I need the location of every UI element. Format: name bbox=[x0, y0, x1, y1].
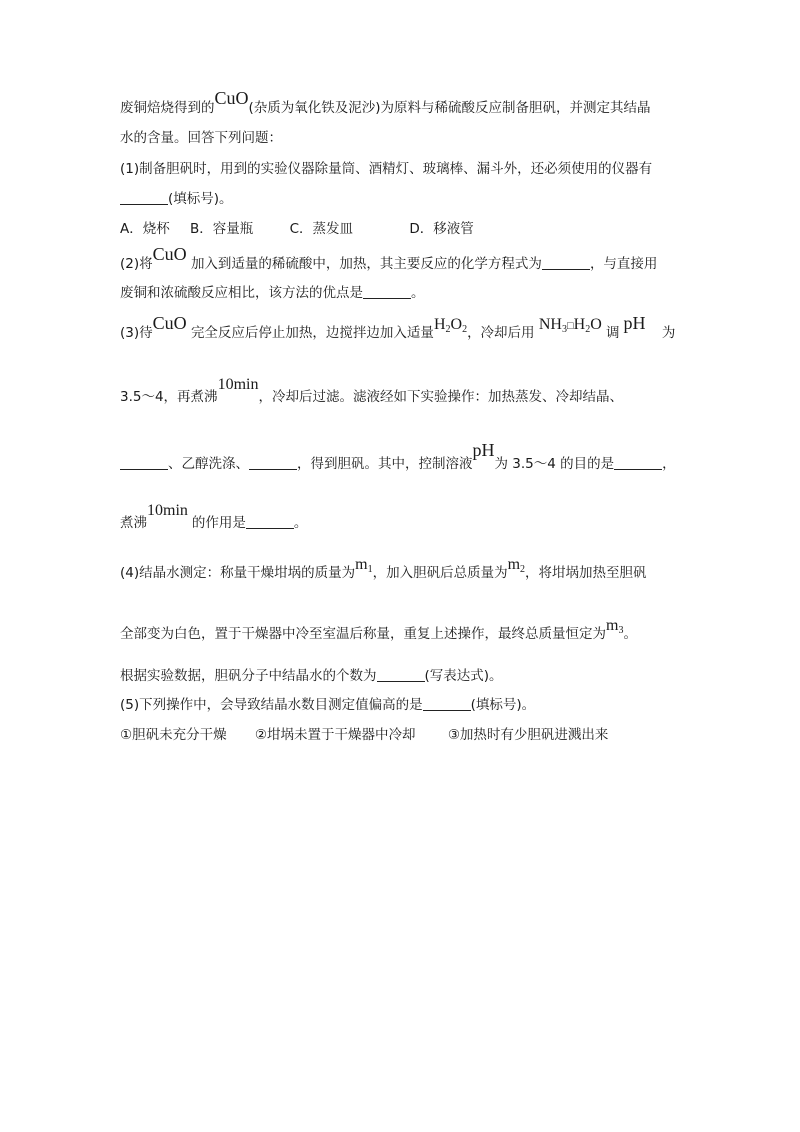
q3-text: 3.5～4，再煮沸 bbox=[120, 389, 218, 405]
answer-blank[interactable] bbox=[246, 516, 294, 529]
option-d: D．移液管 bbox=[409, 221, 474, 237]
answer-blank[interactable] bbox=[377, 669, 425, 682]
answer-blank[interactable] bbox=[423, 698, 471, 711]
q3-text: 调 bbox=[606, 325, 620, 341]
q5-text: (填标号)。 bbox=[470, 697, 536, 713]
q5-line-1 bbox=[120, 696, 535, 714]
q1-options bbox=[120, 220, 474, 238]
formula-cuo: CuO bbox=[214, 88, 249, 108]
answer-blank[interactable] bbox=[120, 457, 168, 470]
formula-m1: $m_1$ bbox=[355, 556, 373, 575]
q2-text: 。 bbox=[411, 285, 425, 301]
q3-text: 为 bbox=[661, 325, 676, 341]
answer-blank[interactable] bbox=[249, 457, 297, 470]
q3-text: (3)待 bbox=[120, 325, 153, 341]
formula-m3: $m_3$ bbox=[606, 617, 624, 636]
intro-text: (杂质为氧化铁及泥沙)为原料与稀硫酸反应制备胆矾，并测定其结晶 bbox=[248, 100, 651, 116]
formula-cuo: CuO bbox=[152, 313, 187, 333]
q3-line-4 bbox=[120, 502, 308, 532]
q3-text: ， bbox=[662, 456, 676, 472]
answer-blank[interactable] bbox=[614, 457, 662, 470]
q3-text: 。 bbox=[293, 515, 308, 531]
q2-text: ，与直接用 bbox=[589, 256, 658, 272]
option-1: ①胆矾未充分干燥 bbox=[120, 727, 227, 743]
q3-text: 、乙醇洗涤、 bbox=[168, 456, 249, 472]
q2-text: (2)将 bbox=[120, 256, 153, 272]
q4-text: (写表达式)。 bbox=[424, 668, 503, 684]
answer-blank[interactable] bbox=[120, 192, 168, 205]
answer-blank[interactable] bbox=[542, 257, 590, 270]
q2-text: 加入到适量的稀硫酸中，加热，其主要反应的化学方程式为 bbox=[190, 256, 542, 272]
answer-blank[interactable] bbox=[363, 286, 411, 299]
q3-text: 的作用是 bbox=[191, 515, 246, 531]
q4-text: 。 bbox=[623, 626, 637, 642]
option-b: B．容量瓶 bbox=[190, 221, 254, 237]
q4-line-3 bbox=[120, 667, 503, 685]
formula-ph: pH bbox=[472, 440, 495, 460]
formula-10min: 10min bbox=[217, 376, 259, 393]
q3-text: ，得到胆矾。其中，控制溶液 bbox=[297, 456, 473, 472]
q4-text: ，将坩埚加热至胆矾 bbox=[525, 565, 647, 581]
q3-text: 为 3.5～4 的目的是 bbox=[494, 456, 615, 472]
q4-text: 根据实验数据，胆矾分子中结晶水的个数为 bbox=[120, 668, 377, 684]
q4-text: (4)结晶水测定：称量干燥坩埚的质量为 bbox=[120, 565, 356, 581]
q3-line-2 bbox=[120, 376, 623, 406]
formula-nh3-h2o: $NH_3□H_2O$ bbox=[538, 316, 602, 335]
q5-options bbox=[120, 726, 608, 744]
formula-10min: 10min bbox=[147, 502, 188, 519]
q3-line-3 bbox=[120, 440, 676, 473]
formula-cuo: CuO bbox=[152, 244, 187, 264]
q2-line-1 bbox=[120, 244, 658, 273]
q4-line-2 bbox=[120, 617, 637, 648]
q3-text: ，冷却后过滤。滤液经如下实验操作：加热蒸发、冷却结晶、 bbox=[258, 389, 623, 405]
option-a: A．烧杯 bbox=[120, 221, 170, 237]
q3-text: 煮沸 bbox=[120, 515, 147, 531]
q1-line-1: (1)制备胆矾时，用到的实验仪器除量筒、酒精灯、玻璃棒、漏斗外，还必须使用的仪器有 bbox=[120, 161, 653, 177]
q5-text: (5)下列操作中，会导致结晶水数目测定值偏高的是 bbox=[120, 697, 423, 713]
option-c: C．蒸发皿 bbox=[289, 221, 354, 237]
q1-line-2 bbox=[120, 190, 233, 208]
formula-h2o2: $H_2O_2$ bbox=[433, 316, 468, 335]
q2-text: 废铜和浓硫酸反应相比，该方法的优点是 bbox=[120, 285, 363, 301]
q2-line-2 bbox=[120, 284, 425, 302]
q3-text: 完全反应后停止加热，边搅拌边加入适量 bbox=[190, 325, 434, 341]
formula-m2: $m_2$ bbox=[507, 556, 526, 575]
q4-line-1 bbox=[120, 556, 647, 587]
option-3: ③加热时有少胆矾进溅出来 bbox=[447, 727, 609, 743]
q3-text: ，冷却后用 bbox=[467, 325, 535, 341]
intro-line-1 bbox=[120, 88, 651, 117]
q1-hint: (填标号)。 bbox=[168, 191, 233, 207]
q4-text: 全部变为白色，置于干燥器中冷至室温后称量，重复上述操作，最终总质量恒定为 bbox=[120, 626, 606, 642]
intro-line-2: 水的含量。回答下列问题： bbox=[120, 130, 282, 146]
formula-ph: pH bbox=[623, 313, 646, 333]
q3-line-1 bbox=[120, 313, 676, 347]
option-2: ②坩埚未置于干燥器中冷却 bbox=[254, 727, 416, 743]
q4-text: ，加入胆矾后总质量为 bbox=[372, 565, 508, 581]
intro-text: 废铜焙烧得到的 bbox=[120, 100, 215, 116]
